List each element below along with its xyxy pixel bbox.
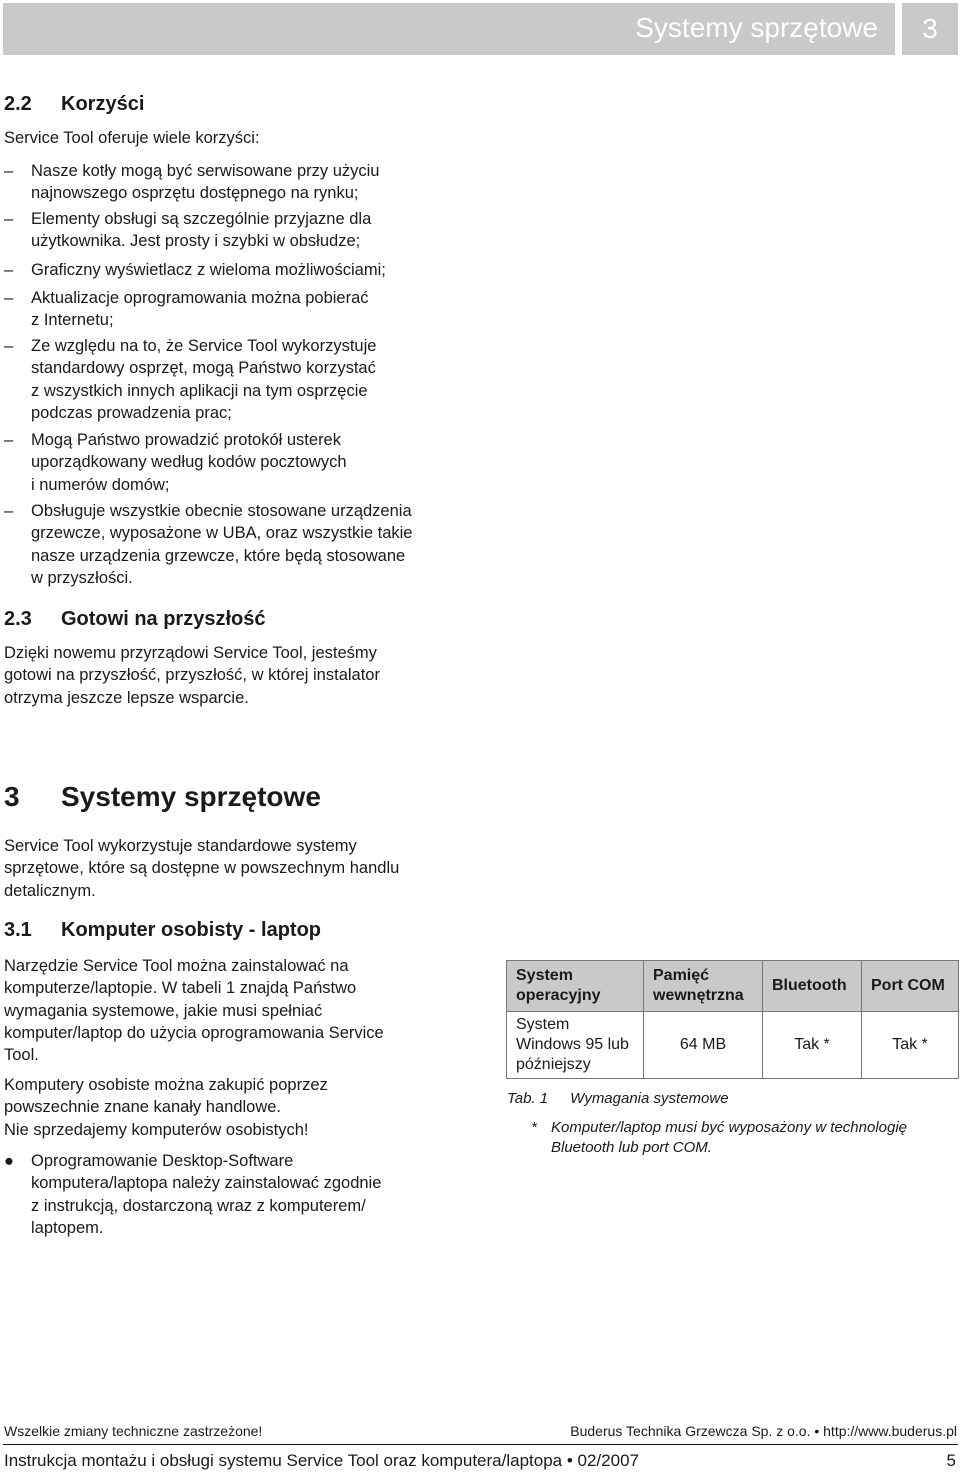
section-3-1-heading [4,918,321,942]
header-chapter-number: 3 [902,3,958,55]
footer-company: Buderus Technika Grzewcza Sp. z o.o. • http://www.buderus.pl [570,1423,957,1439]
cell-os: System Windows 95 lub późniejszy [507,1012,644,1079]
header-memory: Pamięć wewnętrzna [644,961,763,1012]
footer-divider [3,1444,958,1445]
section-title: Gotowi na przyszłość [61,608,266,630]
page-number: 5 [946,1451,956,1470]
table-caption [507,1090,729,1107]
system-requirements-table [506,960,959,1079]
chapter-number: 3 [4,781,20,812]
table-footnote: * Komputer/laptop musi być wyposażony w technologię Bluetooth lub port COM. [531,1119,908,1156]
section-title: Korzyści [61,93,145,115]
section-number: 2.2 [4,93,32,115]
header-title: Systemy sprzętowe [635,12,878,43]
table-row [507,1012,959,1079]
footer-disclaimer: Wszelkie zmiany techniczne zastrzeżone! [4,1423,263,1439]
table-header-row [507,961,959,1012]
section-2-2-intro: Service Tool oferuje wiele korzyści: [4,129,260,147]
chapter-title: Systemy sprzętowe [61,781,321,812]
header-bluetooth: Bluetooth [763,961,862,1012]
cell-memory: 64 MB [644,1012,763,1079]
section-2-2-heading [4,92,144,116]
chapter-3-heading [4,781,321,813]
footnote-marker: * [531,1119,537,1136]
section-2-3-heading [4,607,265,631]
caption-label: Tab. 1 [507,1090,549,1107]
bullet-dot-icon: ● [4,1152,14,1170]
footer-document-title: Instrukcja montażu i obsługi systemu Service Tool oraz komputera/laptopa • 02/2007 [4,1451,639,1470]
section-3-1-paragraph: Narzędzie Service Tool można zainstalować na komputerze/laptopie. W tabeli 1 znajdą Państwo wymagania systemowe, jakie musi spełniać komputer/laptop do użycia oprogramowania Service Tool. [4,957,384,1065]
header-com: Port COM [862,961,959,1012]
section-number: 2.3 [4,608,32,630]
section-2-3-body: Dzięki nowemu przyrządowi Service Tool, jesteśmy gotowi na przyszłość, przyszłość, w której instalator otrzyma jeszcze lepsze wsparcie. [4,644,380,707]
header-os: System operacyjny [507,961,644,1012]
cell-bluetooth: Tak * [763,1012,862,1079]
section-title: Komputer osobisty - laptop [61,919,321,941]
section-number: 3.1 [4,919,32,941]
section-3-1-paragraph: Komputery osobiste można zakupić poprzez powszechnie znane kanały handlowe. Nie sprzedajemy komputerów osobistych! [4,1076,328,1139]
chapter-3-body: Service Tool wykorzystuje standardowe systemy sprzętowe, które są dostępne w powszechnym handlu detalicznym. [4,837,400,900]
caption-text: Wymagania systemowe [570,1090,729,1107]
cell-com: Tak * [862,1012,959,1079]
